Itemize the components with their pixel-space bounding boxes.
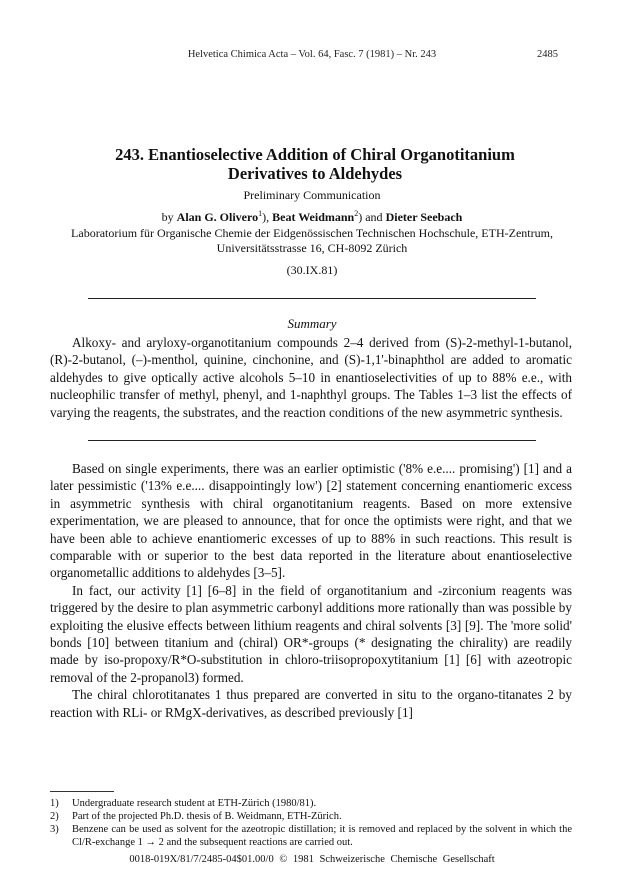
summary-heading: Summary: [287, 316, 337, 331]
author-seebach: Dieter Seebach: [385, 210, 463, 224]
summary-paragraph: Alkoxy- and aryloxy-organotitanium compounds 2–4 derived from (S)-2-methyl-1-butanol, (R)-2-butanol, (–)-menthol, quinine, cinchonine, and (S)-1,1'-binaphthol are added to aromatic aldehydes to give optically active alcohols 5–10 in enantioselectivities of up to 88% e.e., with nucleophilic transfer of methyl, phenyl, and 1-naphthyl groups. The Tables 1–3 list the effects of varying the reagents, the substrates, and the reaction conditions of the new asymmetric synthesis.: [50, 335, 572, 420]
author2-note: 2: [354, 209, 359, 218]
affiliation-line-1: Laboratorium für Organische Chemie der Eidgenössischen Technischen Hochschule, ETH-Zentrum,: [71, 226, 553, 240]
footnote-3: [50, 823, 572, 849]
affiliation-line-2: Universitätsstrasse 16, CH-8092 Zürich: [216, 241, 408, 255]
summary-text: [50, 334, 572, 421]
footnote-rule: [50, 791, 114, 792]
author-line: by Alan G. Olivero$^1$), Beat Weidmann$^2$) and Dieter Seebach: [161, 209, 463, 224]
journal-line: Helvetica Chimica Acta – Vol. 64, Fasc. 7 (1981) – Nr. 243: [187, 49, 437, 60]
footnotes: [50, 797, 572, 849]
footnote-1: [50, 797, 572, 810]
author1-note: 1: [258, 209, 263, 218]
footnote-mark: 3): [50, 824, 59, 835]
paragraph-2: In fact, our activity [1] [6–8] in the field of organotitanium and -zirconium reagents was triggered by the desire to plan asymmetric carbonyl additions more rationally than was possible by exploiting the elusive effects between lithium reagents and chiral solvents [3] [9]. The 'more solid' bonds [10] between titanium and (chiral) OR*-groups (* designating the chirality) are readily made by iso-propoxy/R*O-substitution in chloro-triisopropoxytitanium [1] [6] with azeotropic removal of the 2-propanol3) formed.: [50, 582, 572, 685]
footnote-mark: 2): [50, 811, 59, 822]
received-date: (30.IX.81): [286, 263, 338, 277]
summary-bottom-rule: [88, 440, 536, 441]
article-title: 243. Enantioselective Addition of Chiral Organotitanium Derivatives to Aldehydes: [115, 145, 515, 183]
running-header: [0, 49, 624, 65]
author-olivero: Alan G. Olivero: [176, 210, 259, 224]
footnote-mark: 1): [50, 798, 59, 809]
author-weidmann: Beat Weidmann: [272, 210, 355, 224]
footnote-text: Part of the projected Ph.D. thesis of B. Weidmann, ETH-Zürich.: [72, 811, 342, 822]
summary-top-rule: [88, 298, 536, 299]
footnote-text: Undergraduate research student at ETH-Zürich (1980/81).: [72, 798, 317, 809]
footnote-2: [50, 810, 572, 823]
and-word: and: [365, 210, 383, 224]
body-text: [50, 460, 572, 721]
page-number: 2485: [537, 49, 558, 60]
paragraph-3: The chiral chlorotitanates 1 thus prepared are converted in situ to the organo-titanates 2 by reaction with RLi- or RMgX-derivatives, as described previously [1]: [50, 687, 572, 720]
article-type: Preliminary Communication: [243, 188, 381, 202]
copyright-footer: 0018-019X/81/7/2485-04$01.00/0 © 1981 Schweizerische Chemische Gesellschaft: [129, 854, 495, 865]
authors-prefix: by: [161, 210, 174, 224]
affiliation: [60, 226, 564, 256]
footnote-text: Benzene can be used as solvent for the azeotropic distillation; it is removed and replaced by the solvent in which the Cl/R-exchange 1 → 2 and the subsequent reactions are carried out.: [72, 824, 572, 848]
paragraph-1: Based on single experiments, there was an earlier optimistic ('8% e.e.... promising') [1] and a later pessimistic ('13% e.e.... disappointingly low') [2] statement concerning enantiomeric excess in asymmetric synthesis with chiral organotitanium reagents. Based on more extensive experimentation, we are pleased to announce, that for once the optimists were right, and that we have been able to achieve enantiomeric excesses of up to 88% in such reactions. This result is comparable with or superior to the best data reported in the literature about enantioselective organometallic additions to aldehydes [3–5].: [50, 461, 572, 581]
